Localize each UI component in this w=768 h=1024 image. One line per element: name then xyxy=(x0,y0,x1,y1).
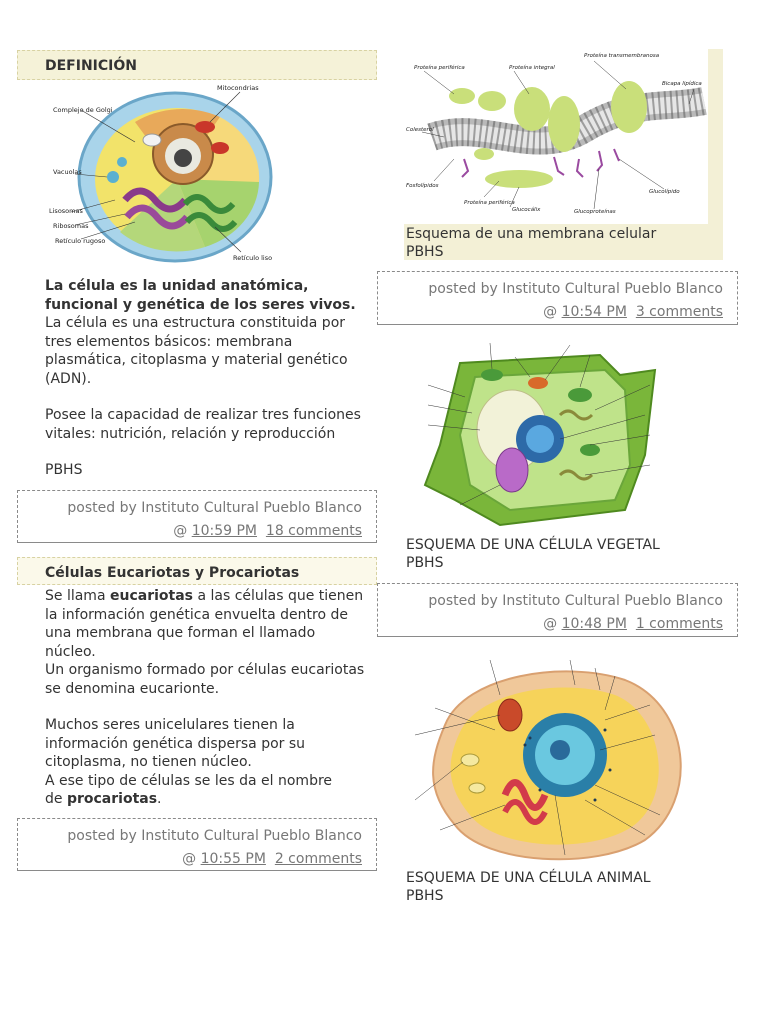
label-proteina-periferica-2: Proteína periférica xyxy=(464,200,515,206)
lead-bold-line: La célula es la unidad anatómica, xyxy=(45,278,309,294)
body-text: a las células que tienen xyxy=(193,588,364,604)
lead-bold-line: funcional y genética de los seres vivos. xyxy=(45,296,356,313)
post-title: Células Eucariotas y Procariotas xyxy=(45,565,300,581)
label-proteina-transmembranosa: Proteína transmembranosa xyxy=(584,53,660,59)
post-time-link[interactable]: 10:54 PM xyxy=(561,304,627,320)
label-glucoproteinas: Glucoproteínas xyxy=(574,209,616,215)
plant-cell-diagram-image xyxy=(420,335,660,530)
post-body-definicion xyxy=(45,277,375,480)
label-bicapa-lipidica: Bicapa lipídica xyxy=(662,81,702,87)
label-reticulo-rugoso: Retículo rugoso xyxy=(55,237,106,245)
body-line: citoplasma, no tienen núcleo. xyxy=(45,754,252,770)
body-line: Posee la capacidad de realizar tres funciones xyxy=(45,407,361,423)
signature: PBHS xyxy=(406,888,444,904)
body-line: tres elementos básicos: membrana xyxy=(45,333,293,350)
membrane-diagram-image xyxy=(404,49,708,224)
comments-link[interactable]: 2 comments xyxy=(274,851,362,867)
post-time-link[interactable]: 10:55 PM xyxy=(200,851,266,867)
bold-term: procariotas xyxy=(66,791,158,807)
image-caption: ESQUEMA DE UNA CÉLULA VEGETAL xyxy=(406,537,660,553)
body-text: . xyxy=(157,791,162,807)
body-line: se denomina eucarionte. xyxy=(45,680,220,697)
body-line: información genética dispersa por su xyxy=(45,735,306,752)
body-line: plasmática, citoplasma y material genético xyxy=(45,352,348,368)
body-text: Se llama xyxy=(45,588,110,604)
post-title-bar-definicion xyxy=(17,50,377,80)
label-lisosomas: Lisosomas xyxy=(49,207,83,215)
label-glucolipido: Glucolípido xyxy=(649,189,680,195)
post-title-bar-eucariotas xyxy=(17,557,377,585)
comments-link[interactable]: 1 comments xyxy=(635,616,723,632)
post-body-eucariotas xyxy=(45,587,375,809)
image-caption: Esquema de una membrana celular xyxy=(406,226,657,242)
signature: PBHS xyxy=(406,244,444,260)
bold-term: eucariotas xyxy=(109,588,193,604)
at-sign: @ xyxy=(173,523,188,539)
posted-by: posted by Instituto Cultural Pueblo Blanco xyxy=(67,828,362,844)
label-reticulo-liso: Retículo liso xyxy=(233,254,273,262)
label-glucocalix: Glucocálix xyxy=(512,207,541,213)
post-footer xyxy=(17,490,377,543)
signature: PBHS xyxy=(45,462,83,478)
label-vacuolas: Vacuolas xyxy=(53,168,82,176)
label-golgi: Complejo de Golgi xyxy=(53,106,113,114)
post-time-link[interactable]: 10:59 PM xyxy=(191,523,258,539)
body-line: A ese tipo de células se les da el nombre xyxy=(45,772,333,789)
image-caption: ESQUEMA DE UNA CÉLULA ANIMAL xyxy=(406,870,651,886)
body-line: una membrana que forman el llamado xyxy=(45,625,316,641)
body-line: (ADN). xyxy=(45,370,92,387)
body-line: vitales: nutrición, relación y reproducción xyxy=(45,425,336,442)
body-line: Muchos seres unicelulares tienen la xyxy=(45,717,295,733)
at-sign: @ xyxy=(182,851,197,867)
post-footer xyxy=(377,271,738,325)
posted-by: posted by Instituto Cultural Pueblo Blanco xyxy=(67,500,362,516)
body-line: Un organismo formado por células eucariotas xyxy=(45,662,365,678)
label-proteina-periferica: Proteína periférica xyxy=(414,65,465,71)
post-footer xyxy=(17,818,377,871)
at-sign: @ xyxy=(543,616,558,632)
comments-link[interactable]: 3 comments xyxy=(635,304,723,320)
animal-cell-diagram-image xyxy=(405,650,695,865)
body-text: de xyxy=(45,791,67,807)
label-ribosomas: Ribosomas xyxy=(53,222,89,230)
body-line: La célula es una estructura constituida por xyxy=(45,315,346,331)
label-colesterol: Colesterol xyxy=(406,127,434,133)
label-mitocondrias: Mitocondrias xyxy=(217,84,259,92)
membrane-card xyxy=(404,49,723,260)
cell-diagram-image xyxy=(45,82,285,267)
signature: PBHS xyxy=(406,555,444,571)
posted-by: posted by Instituto Cultural Pueblo Blanco xyxy=(428,593,723,609)
post-footer xyxy=(377,583,738,637)
label-fosfolipidos: Fosfolípidos xyxy=(406,183,439,189)
comments-link[interactable]: 18 comments xyxy=(265,523,362,539)
posted-by: posted by Instituto Cultural Pueblo Blanco xyxy=(428,281,723,297)
at-sign: @ xyxy=(543,304,558,320)
post-title: DEFINICIÓN xyxy=(45,58,137,74)
body-line: la información genética envuelta dentro de xyxy=(45,606,348,623)
post-time-link[interactable]: 10:48 PM xyxy=(561,616,627,632)
body-line: núcleo. xyxy=(45,643,96,660)
label-proteina-integral: Proteína integral xyxy=(509,65,555,71)
